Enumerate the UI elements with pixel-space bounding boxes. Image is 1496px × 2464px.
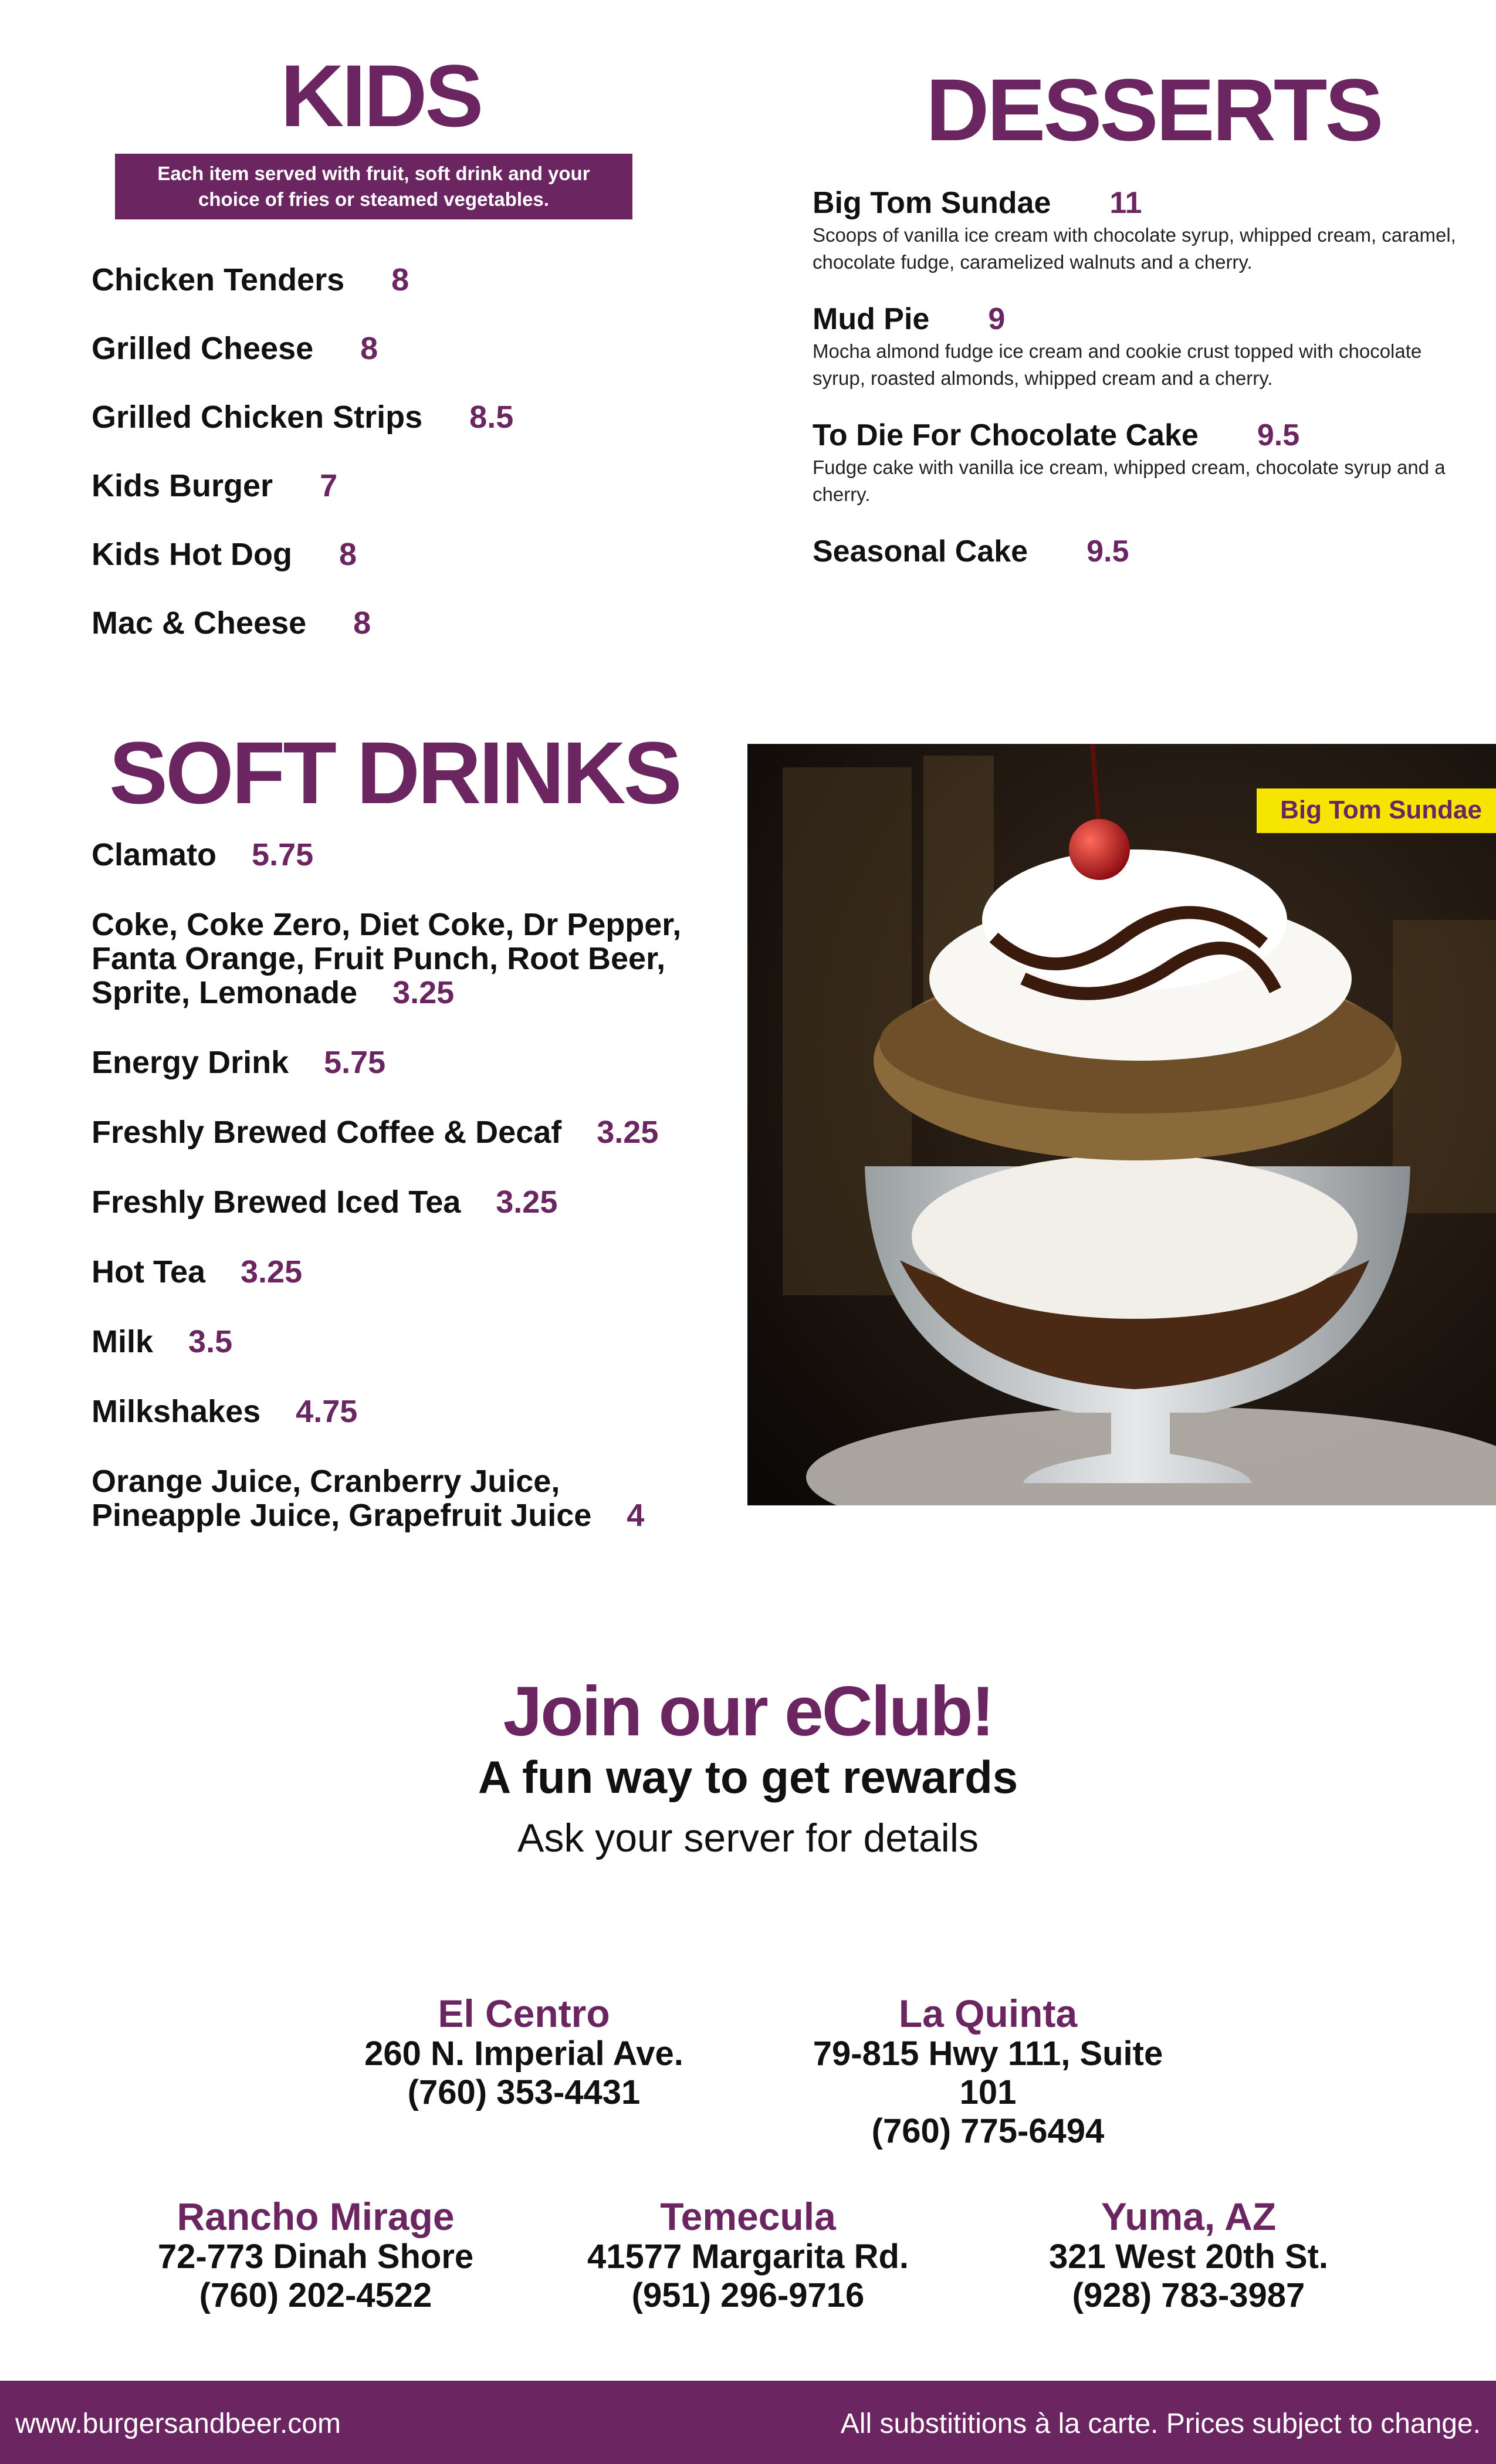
item-description: Fudge cake with vanilla ice cream, whipped cream, chocolate syrup and a cherry. <box>813 456 1446 505</box>
footer-disclaimer: All substititions à la carte. Prices subject to change. <box>840 2408 1481 2439</box>
dessert-item <box>813 534 1470 569</box>
item-name: To Die For Chocolate Cake <box>813 418 1199 452</box>
eclub-title: Join our eClub! <box>503 1672 993 1751</box>
location-address: 41577 Margarita Rd. <box>587 2238 909 2276</box>
item-price: 8 <box>360 331 378 366</box>
location-phone: (928) 783-3987 <box>1072 2276 1305 2314</box>
drink-item <box>92 838 713 872</box>
item-price: 9 <box>988 302 1006 336</box>
item-name: Clamato <box>92 837 217 872</box>
item-price: 4 <box>627 1498 645 1533</box>
menu-item <box>92 400 513 469</box>
item-name: Mac & Cheese <box>92 605 307 641</box>
item-price: 7 <box>320 468 338 503</box>
soft-drinks-menu-list <box>92 838 713 1568</box>
website-link[interactable]: www.burgersandbeer.com <box>15 2408 341 2439</box>
item-description: Mocha almond fudge ice cream and cookie crust topped with chocolate syrup, roasted almonds, whipped cream and a cherry. <box>813 340 1422 389</box>
item-name: Kids Hot Dog <box>92 537 292 572</box>
location-rancho-mirage <box>110 2195 521 2315</box>
menu-item <box>92 469 513 537</box>
item-name: Big Tom Sundae <box>813 186 1051 220</box>
dessert-item <box>813 418 1470 508</box>
drink-item <box>92 1185 713 1219</box>
location-address: 321 West 20th St. <box>1048 2238 1328 2276</box>
menu-item <box>92 263 513 331</box>
eclub-note: Ask your server for details <box>517 1816 979 1860</box>
location-temecula <box>543 2195 953 2315</box>
item-price: 3.25 <box>392 975 455 1010</box>
kids-section-title: KIDS <box>280 46 482 145</box>
item-name: Energy Drink <box>92 1045 289 1080</box>
dessert-item <box>813 302 1470 392</box>
location-address: 72-773 Dinah Shore <box>157 2238 474 2276</box>
location-la-quinta <box>783 1992 1193 2151</box>
drink-item <box>92 1115 713 1149</box>
item-name: Milkshakes <box>92 1394 261 1429</box>
location-name: Temecula <box>660 2195 836 2238</box>
drink-item <box>92 1255 713 1289</box>
location-phone: (760) 775-6494 <box>871 2112 1105 2150</box>
item-price: 5.75 <box>324 1045 386 1080</box>
drink-item <box>92 1395 713 1429</box>
location-name: La Quinta <box>898 1992 1078 2035</box>
drink-item <box>92 908 713 1010</box>
menu-item <box>92 606 513 675</box>
sundae-photo <box>747 744 1496 1505</box>
kids-menu-list <box>92 263 513 675</box>
location-name: El Centro <box>438 1992 610 2035</box>
item-price: 3.25 <box>496 1184 558 1220</box>
location-address: 79-815 Hwy 111, Suite 101 <box>813 2035 1163 2111</box>
footer-bar <box>0 2381 1496 2464</box>
item-price: 8.5 <box>469 400 514 435</box>
dessert-item <box>813 185 1470 276</box>
location-phone: (760) 353-4431 <box>407 2073 641 2111</box>
item-name: Hot Tea <box>92 1254 206 1289</box>
kids-note-banner: Each item served with fruit, soft drink and your choice of fries or steamed vegetables. <box>115 154 632 219</box>
desserts-menu-list <box>813 185 1470 595</box>
location-name: Yuma, AZ <box>1101 2195 1277 2238</box>
item-name: Orange Juice, Cranberry Juice, Pineapple Juice, Grapefruit Juice <box>92 1464 592 1533</box>
item-name: Grilled Cheese <box>92 331 314 366</box>
drink-item <box>92 1464 713 1532</box>
item-price: 9.5 <box>1087 534 1129 568</box>
item-description: Scoops of vanilla ice cream with chocolate syrup, whipped cream, caramel, chocolate fudge, caramelized walnuts and a cherry. <box>813 224 1456 273</box>
item-name: Chicken Tenders <box>92 262 345 297</box>
soft-drinks-section-title: SOFT DRINKS <box>109 723 680 822</box>
drink-item <box>92 1045 713 1079</box>
item-name: Mud Pie <box>813 302 930 336</box>
location-phone: (760) 202-4522 <box>199 2276 432 2314</box>
item-price: 11 <box>1109 186 1142 220</box>
item-name: Freshly Brewed Iced Tea <box>92 1184 461 1220</box>
item-name: Seasonal Cake <box>813 534 1028 568</box>
menu-item <box>92 331 513 400</box>
location-address: 260 N. Imperial Ave. <box>364 2035 683 2073</box>
item-name: Milk <box>92 1324 154 1359</box>
menu-item <box>92 537 513 606</box>
item-price: 8 <box>339 537 357 572</box>
item-price: 8 <box>391 262 409 297</box>
item-name: Grilled Chicken Strips <box>92 400 423 435</box>
location-yuma <box>983 2195 1394 2315</box>
location-name: Rancho Mirage <box>177 2195 455 2238</box>
item-price: 3.25 <box>241 1254 303 1289</box>
item-price: 3.5 <box>188 1324 233 1359</box>
item-price: 3.25 <box>597 1115 659 1150</box>
sundae-illustration <box>747 744 1496 1505</box>
location-phone: (951) 296-9716 <box>631 2276 865 2314</box>
item-price: 5.75 <box>252 837 314 872</box>
location-el-centro <box>319 1992 729 2112</box>
item-price: 4.75 <box>296 1394 358 1429</box>
item-name: Coke, Coke Zero, Diet Coke, Dr Pepper, Fanta Orange, Fruit Punch, Root Beer, Sprite, Lemonade <box>92 907 682 1010</box>
photo-caption-tag: Big Tom Sundae <box>1257 788 1496 833</box>
item-name: Freshly Brewed Coffee & Decaf <box>92 1115 562 1150</box>
item-price: 8 <box>353 605 371 641</box>
eclub-subtitle: A fun way to get rewards <box>478 1751 1018 1803</box>
drink-item <box>92 1325 713 1359</box>
desserts-section-title: DESSERTS <box>926 60 1382 159</box>
item-price: 9.5 <box>1257 418 1300 452</box>
item-name: Kids Burger <box>92 468 273 503</box>
